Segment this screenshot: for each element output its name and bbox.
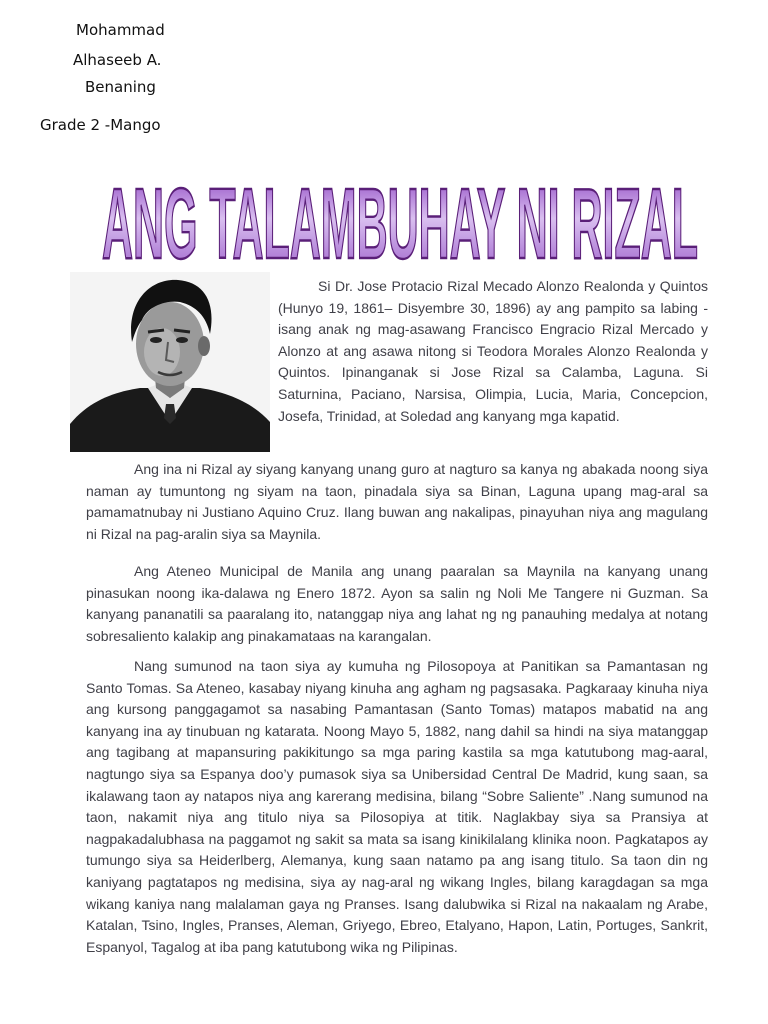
student-middle-name: Alhaseeb A. xyxy=(73,51,162,69)
paragraph-intro: Si Dr. Jose Protacio Rizal Mecado Alonzo Realonda y Quintos (Hunyo 19, 1861– Disyembre 30, 1896) ay ang pampito sa labing -isang anak ng mag-asawang Francisco Engracio Rizal Mercado y Alonzo at ang asawa nitong si Teodora Morales Alonzo Realonda y Quintos. Ipinanganak si Jose Rizal sa Calamba, Laguna. Si Saturnina, Paciano, Narsisa, Olimpia, Lucia, Maria, Concepcion, Josefa, Trinidad, at Soledad ang kanyang mga kapatid. xyxy=(278,278,708,424)
page-title-text: ANG TALAMBUHAY NI RIZAL xyxy=(102,168,698,272)
student-last-name: Benaning xyxy=(85,78,156,96)
student-grade: Grade 2 -Mango xyxy=(40,116,161,134)
paragraph-early-education: Ang ina ni Rizal ay siyang kanyang unang guro at nagturo sa kanya ng abakada noong siya naman ay tumuntong ng siyam na taon, pinadala siya sa Binan, Laguna upang mag-aral sa pamamatnubay ni Justiano Aquino Cruz. Ilang buwan ang nakalipas, pinayuhan niya ang magulang ni Rizal na pag-aralin siya sa Maynila. xyxy=(86,461,708,542)
paragraph-ateneo: Ang Ateneo Municipal de Manila ang unang paaralan sa Maynila na kanyang unang pinasukan noong ika-dalawa ng Enero 1872. Ayon sa salin ng Noli Me Tangere ni Guzman. Sa kanyang pananatili sa paaralang ito, natanggap niya ang lahat ng ng panauhing medalya at notang sobresaliento kalakip ang pinakamataas na karangalan. xyxy=(86,563,708,644)
paragraph-higher-education: Nang sumunod na taon siya ay kumuha ng Pilosopoya at Panitikan sa Pamantasan ng Santo Tomas. Sa Ateneo, kasabay niyang kinuha ang agham ng pagsasaka. Pagkaraay kinuha niya ang kursong panggagamot sa nasabing Pamantasan (Santo Tomas) matapos mabatid na ang kanyang ina ay tinubuan ng katarata. Noong Mayo 5, 1882, nang dahil sa hindi na siya matanggap ang tagibang at mapansuring pakikitungo sa mga paring kastila sa mga katutubong mag-aaral, nagtungo siya sa Espanya doo’y pumasok siya sa Unibersidad Central De Madrid, kung saan, sa ikalawang taon ay natapos niya ang karerang medisina, bilang “Sobre Saliente” .Nang sumunod na taon, nakamit niya ang titulo niya sa Pilosopiya at titik. Naglakbay siya sa Pransiya at nagpakadalubhasa na paggamot ng sakit sa mata sa isang kinikilalang klinika noon. Pagkatapos ay tumungo siya sa Heiderlberg, Alemanya, kung saan natamo pa ang isang titulo. Sa taon din ng kaniyang pagtatapos ng medisina, siya ay nag-aral ng wikang Ingles, bilang karagdagan sa mga wikang kaniya nang malalaman gaya ng Pranses. Isang dalubwika si Rizal na nakaalam ng Arabe, Katalan, Tsino, Ingles, Pranses, Aleman, Griyego, Ebreo, Etalyano, Hapon, Latin, Portuges, Sankrit, Espanyol, Tagalog at iba pang katutubong wika ng Pilipinas. xyxy=(86,658,708,955)
page-title xyxy=(98,160,702,272)
rizal-portrait xyxy=(70,272,270,452)
student-first-name: Mohammad xyxy=(76,21,165,39)
